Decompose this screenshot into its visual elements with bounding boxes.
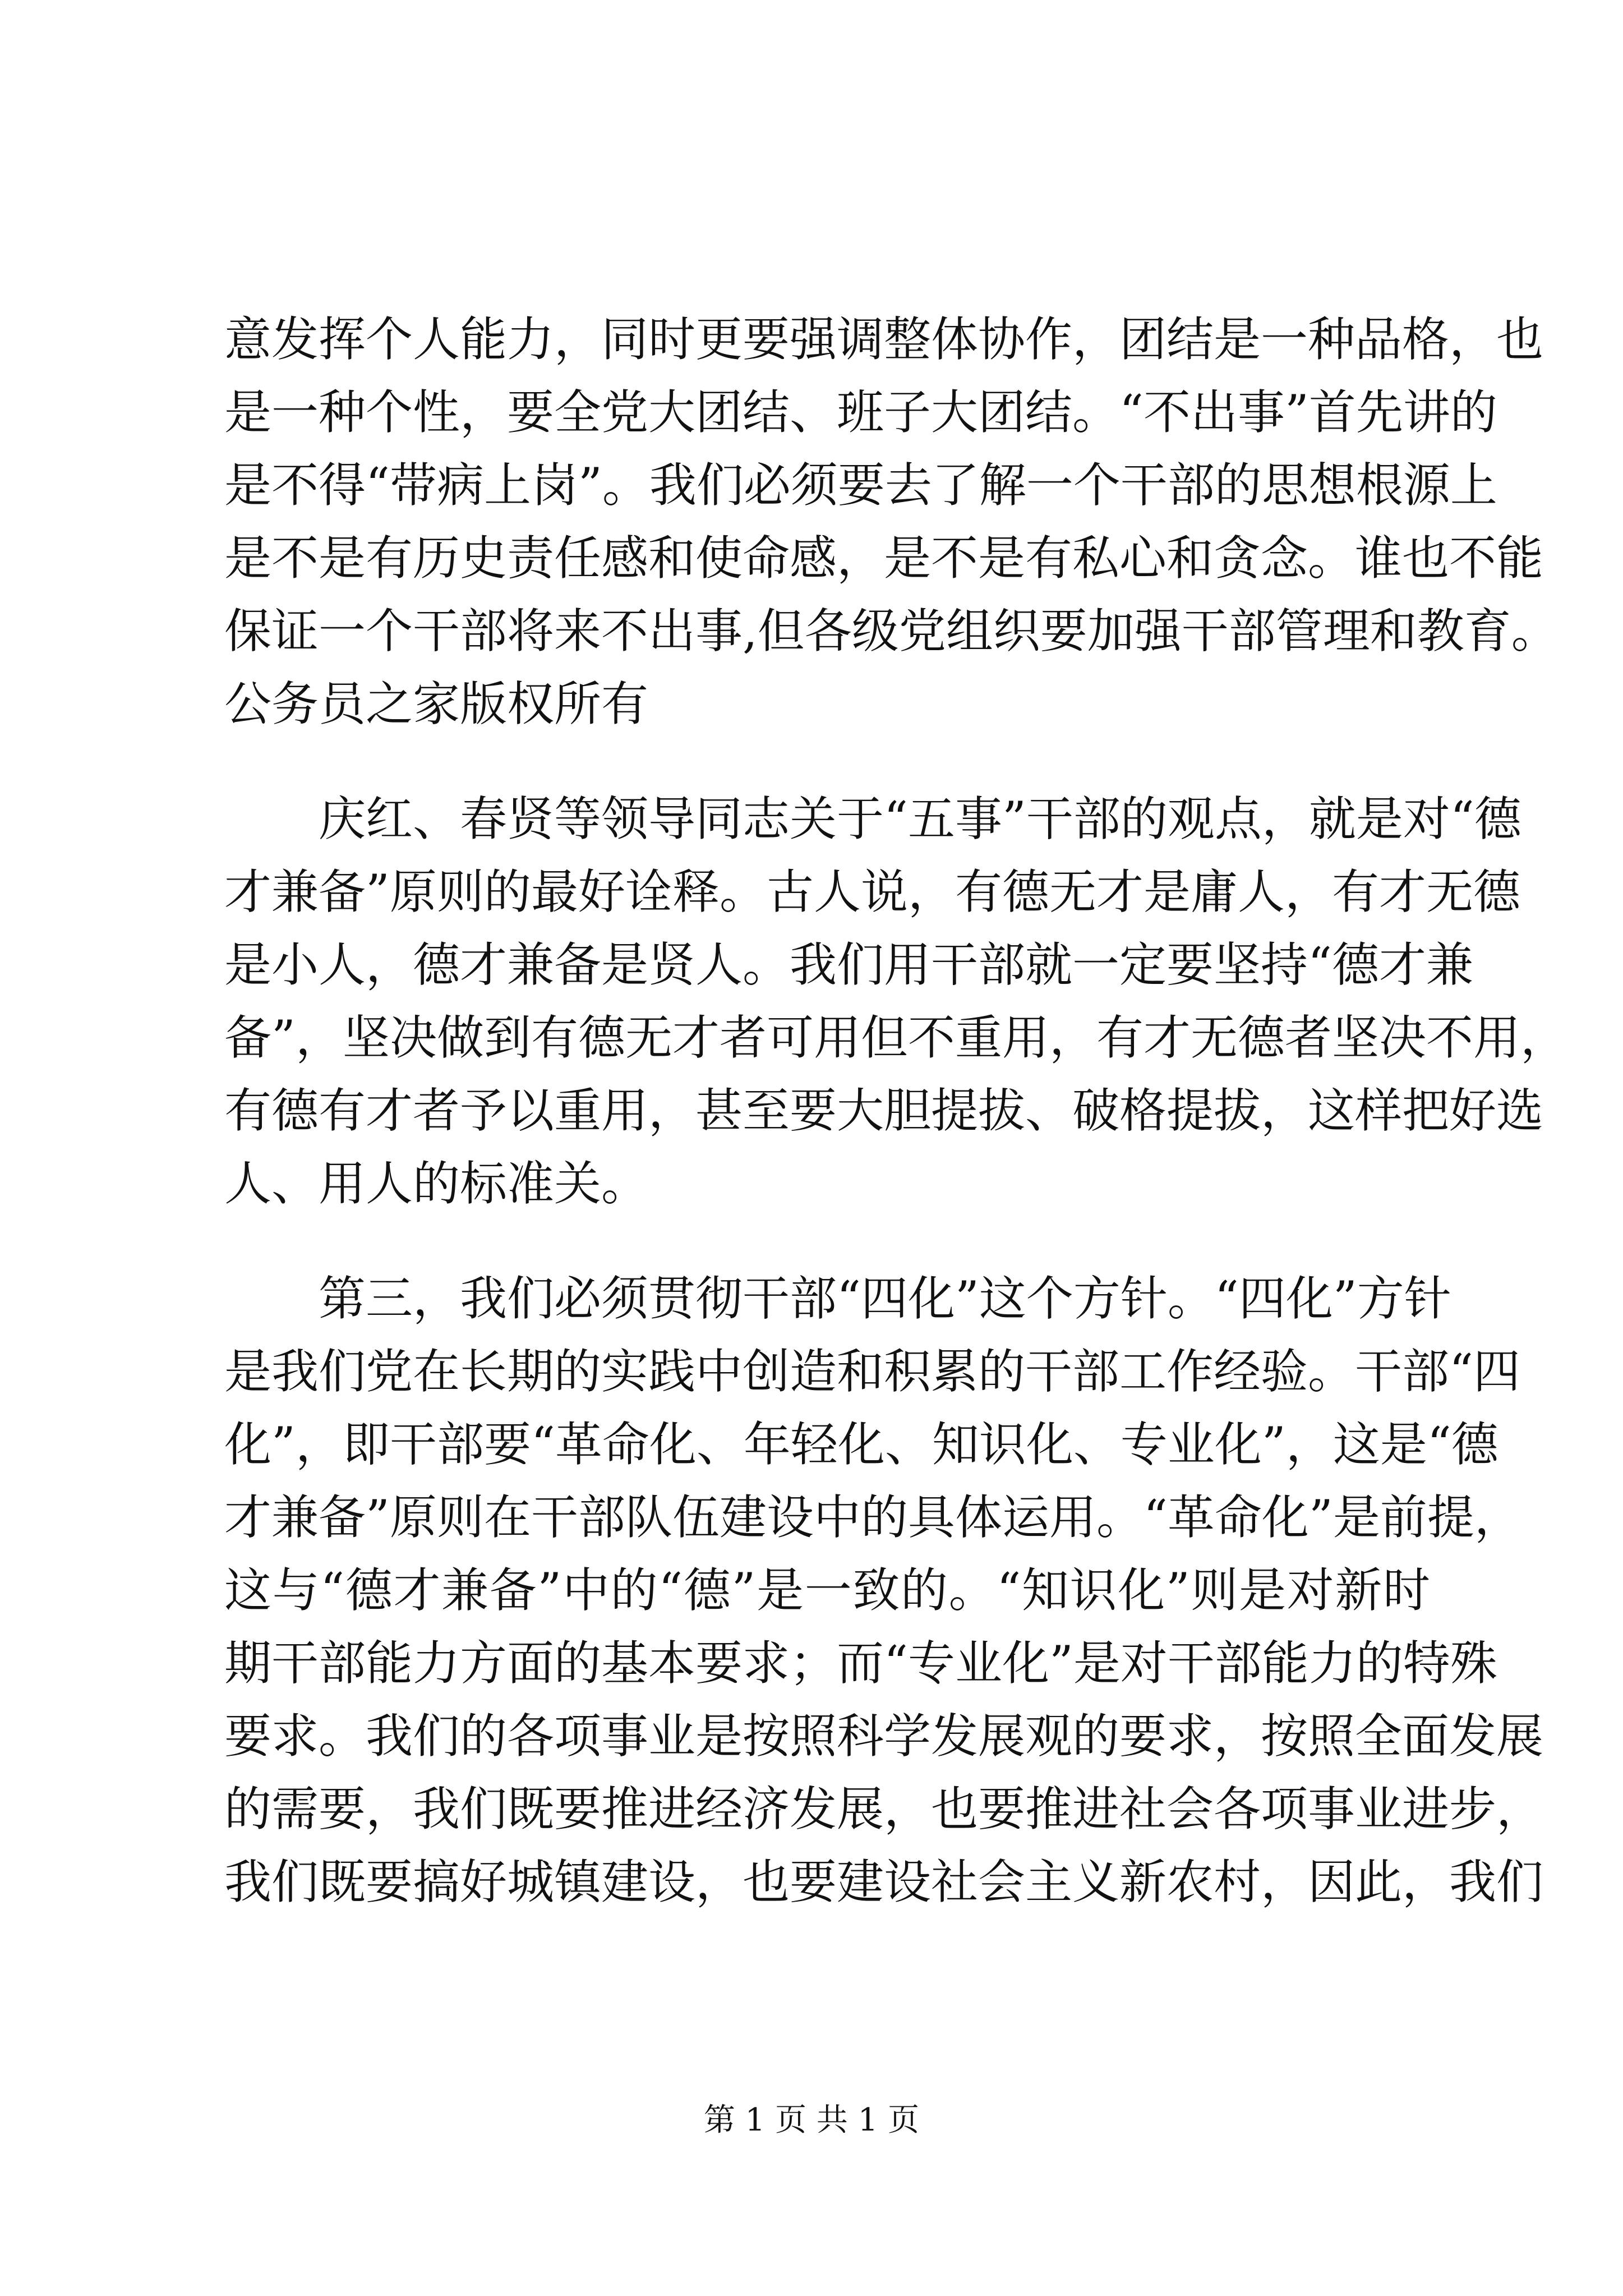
text-line: 的需要，我们既要推进经济发展，也要推进社会各项事业进步， <box>224 1782 1544 1837</box>
text-line: 备”，坚决做到有德无才者可用但不重用，有才无德者坚决不用， <box>224 1010 1567 1065</box>
text-line: 是小人，德才兼备是贤人。我们用干部就一定要坚持“德才兼 <box>224 937 1473 992</box>
text-line: 保证一个干部将来不出事,但各级党组织要加强干部管理和教育。 <box>224 604 1559 659</box>
text-line: 要求。我们的各项事业是按照科学发展观的要求，按照全面发展 <box>224 1709 1544 1764</box>
text-line: 是不是有历史责任感和使命感，是不是有私心和贪念。谁也不能 <box>224 531 1544 586</box>
paragraph-first-line: 第三，我们必须贯彻干部“四化”这个方针。“四化”方针 <box>319 1271 1451 1326</box>
text-line: 是不得“带病上岗”。我们必须要去了解一个干部的思想根源上 <box>224 458 1497 513</box>
paragraph-first-line: 庆红、春贤等领导同志关于“五事”干部的观点，就是对“德 <box>319 792 1521 846</box>
text-line: 意发挥个人能力，同时更要强调整体协作，团结是一种品格，也 <box>224 312 1544 367</box>
text-line: 才兼备”原则的最好诠释。古人说，有德无才是庸人，有才无德 <box>224 864 1520 919</box>
text-line: 有德有才者予以重用，甚至要大胆提拔、破格提拔，这样把好选 <box>224 1083 1544 1138</box>
text-line: 期干部能力方面的基本要求；而“专业化”是对干部能力的特殊 <box>224 1636 1497 1691</box>
text-line: 才兼备”原则在干部队伍建设中的具体运用。“革命化”是前提， <box>224 1490 1521 1545</box>
text-line: 是我们党在长期的实践中创造和积累的干部工作经验。干部“四 <box>224 1344 1520 1399</box>
text-line: 是一种个性，要全党大团结、班子大团结。“不出事”首先讲的 <box>224 385 1497 440</box>
text-line: 人、用人的标准关。 <box>224 1156 649 1211</box>
page-footer: 第 1 页 共 1 页 <box>703 2102 920 2138</box>
text-line: 我们既要搞好城镇建设，也要建设社会主义新农村，因此，我们 <box>224 1855 1544 1910</box>
text-line: 公务员之家版权所有 <box>224 677 649 731</box>
text-line: 化”，即干部要“革命化、年轻化、知识化、专业化”，这是“德 <box>224 1417 1498 1472</box>
text-line: 这与“德才兼备”中的“德”是一致的。“知识化”则是对新时 <box>224 1563 1430 1618</box>
